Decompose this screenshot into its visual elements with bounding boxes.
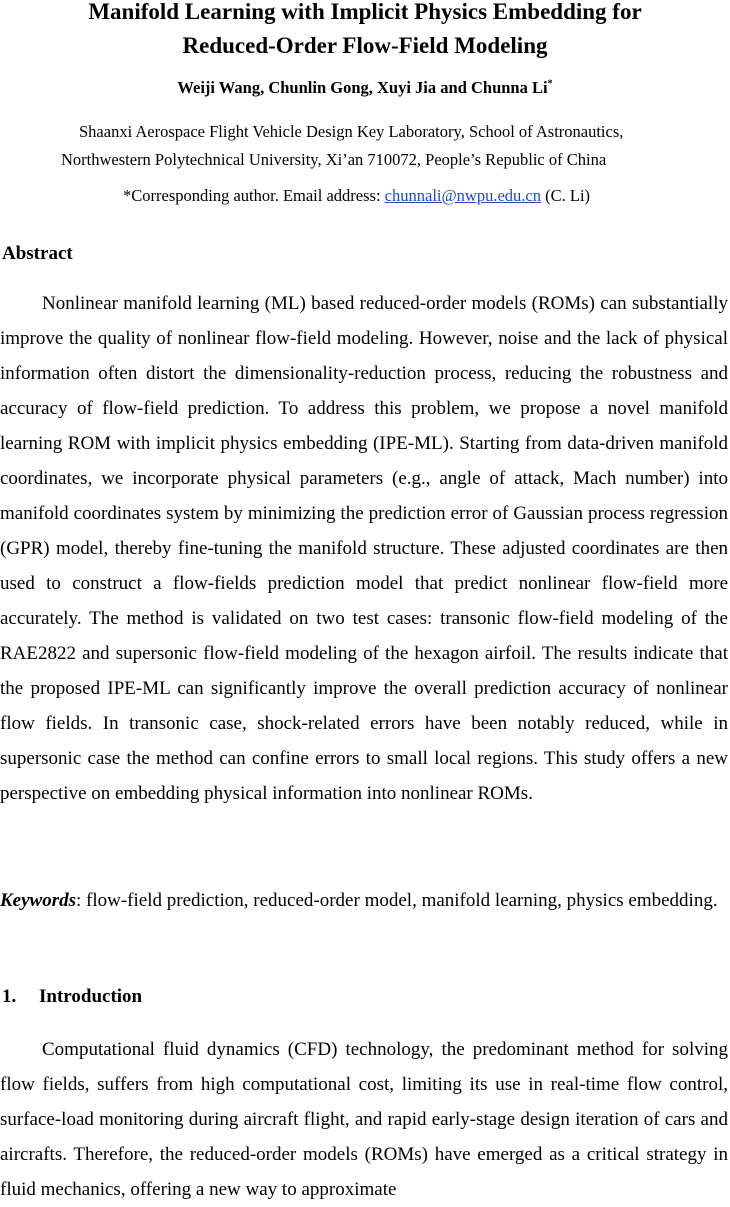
section-title: Introduction [39,986,143,1007]
affiliation [0,118,730,174]
corresponding-mark: * [547,78,553,90]
affiliation-line-2: Northwestern Polytechnical University, Xi’an 710072, People’s Republic of China [61,150,607,169]
keywords-text: : flow-field prediction, reduced-order model, manifold learning, physics embedding. [76,890,718,911]
authors-text: Weiji Wang, Chunlin Gong, Xuyi Jia and Chunna Li [177,78,548,97]
title-line-2: Reduced-Order Flow-Field Modeling [182,33,548,58]
author-list [0,77,730,99]
corresponding-author [123,182,590,210]
affiliation-line-1: Shaanxi Aerospace Flight Vehicle Design Key Laboratory, School of Astronautics, [79,122,624,141]
section-number: 1. [2,986,17,1007]
introduction-body: Computational fluid dynamics (CFD) technology, the predominant method for solving flow fields, suffers from high computational cost, limiting its use in real-time flow control, surface-load monitoring during aircraft flight, and rapid early-stage design iteration of cars and aircrafts. Therefore, the reduced-order models (ROMs) have emerged as a critical strategy in fluid mechanics, offering a new way to approximate [0,1039,728,1200]
paper-title [0,0,730,63]
abstract-body: Nonlinear manifold learning (ML) based reduced-order models (ROMs) can substantially improve the quality of nonlinear flow-field modeling. However, noise and the lack of physical information often distort the dimensionality-reduction process, reducing the robustness and accuracy of flow-field prediction. To address this problem, we propose a novel manifold learning ROM with implicit physics embedding (IPE-ML). Starting from data-driven manifold coordinates, we incorporate physical parameters (e.g., angle of attack, Mach number) into manifold coordinates system by minimizing the prediction error of Gaussian process regression (GPR) model, thereby fine-tuning the manifold structure. These adjusted coordinates are then used to construct a flow-fields prediction model that predict nonlinear flow-field more accurately. The method is validated on two test cases: transonic flow-field modeling of the RAE2822 and supersonic flow-field modeling of the hexagon airfoil. The results indicate that the proposed IPE-ML can significantly improve the overall prediction accuracy of nonlinear flow fields. In transonic case, shock-related errors have been notably reduced, while in supersonic case the method can confine errors to small local regions. This study offers a new perspective on embedding physical information into nonlinear ROMs. [0,293,728,804]
abstract-heading: Abstract [2,243,73,264]
title-line-1: Manifold Learning with Implicit Physics Embedding for [88,0,642,24]
corresponding-prefix: *Corresponding author. Email address: [123,186,385,205]
section-heading-introduction [2,983,142,1011]
keywords-label: Keywords [0,890,76,911]
email-link[interactable]: chunnali@nwpu.edu.cn [384,186,541,205]
corresponding-suffix: (C. Li) [541,186,591,205]
keywords [0,883,728,918]
